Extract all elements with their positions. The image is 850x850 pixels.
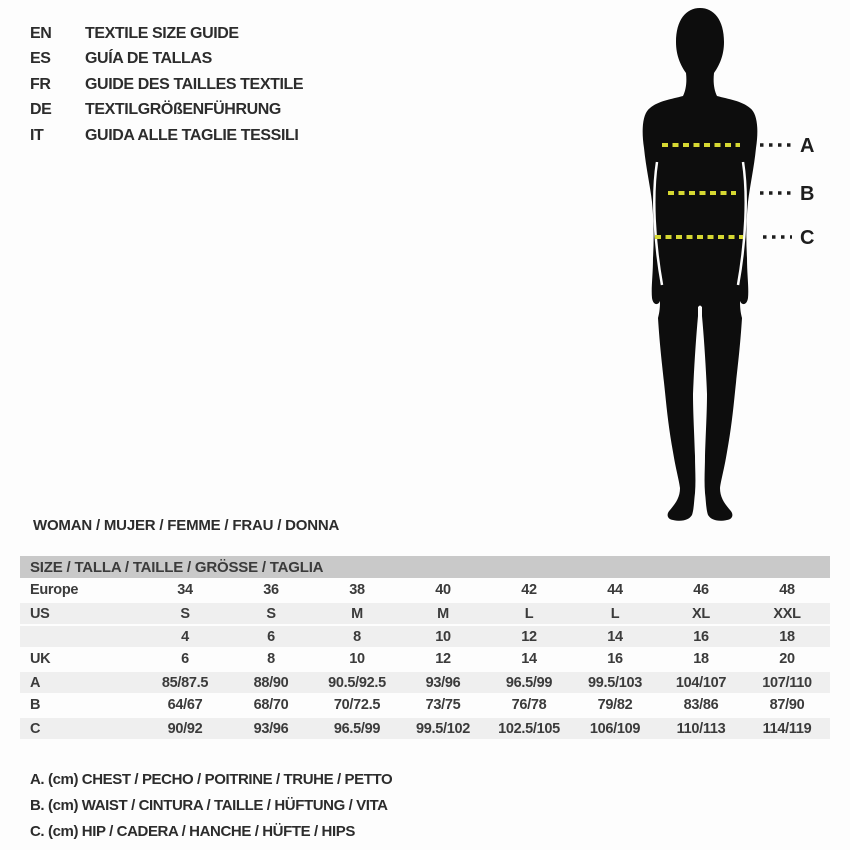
language-row-de <box>30 98 303 124</box>
language-title-list <box>30 21 303 149</box>
hip-marker-label: C <box>800 227 815 249</box>
row-label: Europe <box>30 581 79 598</box>
table-cell: 16 <box>693 628 709 645</box>
language-title: TEXTILGRÖßENFÜHRUNG <box>85 101 281 119</box>
table-cell: 18 <box>779 628 795 645</box>
table-cell: 42 <box>521 581 537 598</box>
table-cell: 6 <box>181 650 189 667</box>
legend-chest: A. (cm) CHEST / PECHO / POITRINE / TRUHE / PETTO <box>30 770 393 788</box>
table-cell: 12 <box>521 628 537 645</box>
row-label: A <box>30 674 41 691</box>
table-cell: 14 <box>607 628 623 645</box>
waist-marker-label: B <box>800 183 815 205</box>
table-cell: S <box>180 605 190 622</box>
table-cell: 83/86 <box>683 696 719 713</box>
size-table-header: SIZE / TALLA / TAILLE / GRÖSSE / TAGLIA <box>20 556 830 578</box>
table-row-uk <box>20 647 830 670</box>
row-label: C <box>30 720 41 737</box>
table-cell: 99.5/103 <box>587 674 643 691</box>
size-table <box>20 556 830 739</box>
table-cell: 93/96 <box>425 674 461 691</box>
language-title: GUÍA DE TALLAS <box>85 50 212 68</box>
table-cell: XXL <box>773 605 801 622</box>
table-cell: 68/70 <box>253 696 289 713</box>
table-cell: 73/75 <box>425 696 461 713</box>
table-cell: 12 <box>435 650 451 667</box>
table-cell: M <box>351 605 363 622</box>
table-cell: 96.5/99 <box>333 720 381 737</box>
legend-waist: B. (cm) WAIST / CINTURA / TAILLE / HÜFTUNG / VITA <box>30 796 388 814</box>
language-code: IT <box>30 126 44 144</box>
table-row-hip <box>20 716 830 739</box>
table-cell: 40 <box>435 581 451 598</box>
row-label: US <box>30 605 50 622</box>
language-title: TEXTILE SIZE GUIDE <box>85 24 239 42</box>
table-cell: 20 <box>779 650 795 667</box>
table-row-chest <box>20 670 830 693</box>
table-row-europe <box>20 578 830 601</box>
table-cell: 48 <box>779 581 795 598</box>
table-row-us-numeric <box>20 624 830 647</box>
language-code: EN <box>30 24 52 42</box>
table-cell: 70/72.5 <box>333 696 381 713</box>
table-cell: 64/67 <box>167 696 203 713</box>
table-cell: 16 <box>607 650 623 667</box>
table-cell: 10 <box>435 628 451 645</box>
table-cell: 10 <box>349 650 365 667</box>
table-cell: 4 <box>181 628 189 645</box>
legend-hip: C. (cm) HIP / CADERA / HANCHE / HÜFTE / HIPS <box>30 822 355 840</box>
table-cell: 104/107 <box>675 674 727 691</box>
table-cell: 102.5/105 <box>498 720 560 737</box>
row-label: UK <box>30 650 51 667</box>
table-cell: M <box>437 605 449 622</box>
table-cell: 8 <box>267 650 275 667</box>
table-cell: 34 <box>177 581 193 598</box>
language-title: GUIDA ALLE TAGLIE TESSILI <box>85 126 299 144</box>
table-cell: 114/119 <box>762 720 812 737</box>
table-cell: 87/90 <box>769 696 805 713</box>
measurement-figure <box>600 0 850 540</box>
table-cell: 18 <box>693 650 709 667</box>
language-code: DE <box>30 101 52 119</box>
table-cell: 107/110 <box>762 674 812 691</box>
table-cell: 6 <box>267 628 275 645</box>
measurement-legend <box>30 766 392 844</box>
table-cell: 90/92 <box>167 720 203 737</box>
language-row-it <box>30 123 303 149</box>
language-row-fr <box>30 72 303 98</box>
table-cell: L <box>610 605 620 622</box>
table-cell: 38 <box>349 581 365 598</box>
table-cell: 93/96 <box>253 720 289 737</box>
table-cell: L <box>524 605 534 622</box>
table-cell: 106/109 <box>589 720 641 737</box>
table-cell: 46 <box>693 581 709 598</box>
row-label: B <box>30 696 41 713</box>
table-cell: 96.5/99 <box>505 674 553 691</box>
table-cell: 44 <box>607 581 623 598</box>
language-row-es <box>30 47 303 73</box>
gender-section-title: WOMAN / MUJER / FEMME / FRAU / DONNA <box>33 517 340 534</box>
table-cell: 99.5/102 <box>415 720 471 737</box>
language-code: FR <box>30 75 51 93</box>
table-cell: 8 <box>353 628 361 645</box>
table-cell: 110/113 <box>676 720 726 737</box>
table-cell: XL <box>692 605 710 622</box>
table-cell: 85/87.5 <box>161 674 209 691</box>
language-title: GUIDE DES TAILLES TEXTILE <box>85 75 304 93</box>
table-cell: 14 <box>521 650 537 667</box>
table-row-us <box>20 601 830 624</box>
language-code: ES <box>30 50 51 68</box>
table-cell: 88/90 <box>253 674 289 691</box>
table-cell: 76/78 <box>511 696 547 713</box>
language-row-en <box>30 21 303 47</box>
table-cell: S <box>266 605 276 622</box>
table-cell: 79/82 <box>597 696 633 713</box>
table-row-waist <box>20 693 830 716</box>
chest-marker-label: A <box>800 135 815 157</box>
woman-silhouette-svg <box>600 0 850 540</box>
table-cell: 36 <box>263 581 279 598</box>
table-cell: 90.5/92.5 <box>328 674 386 691</box>
